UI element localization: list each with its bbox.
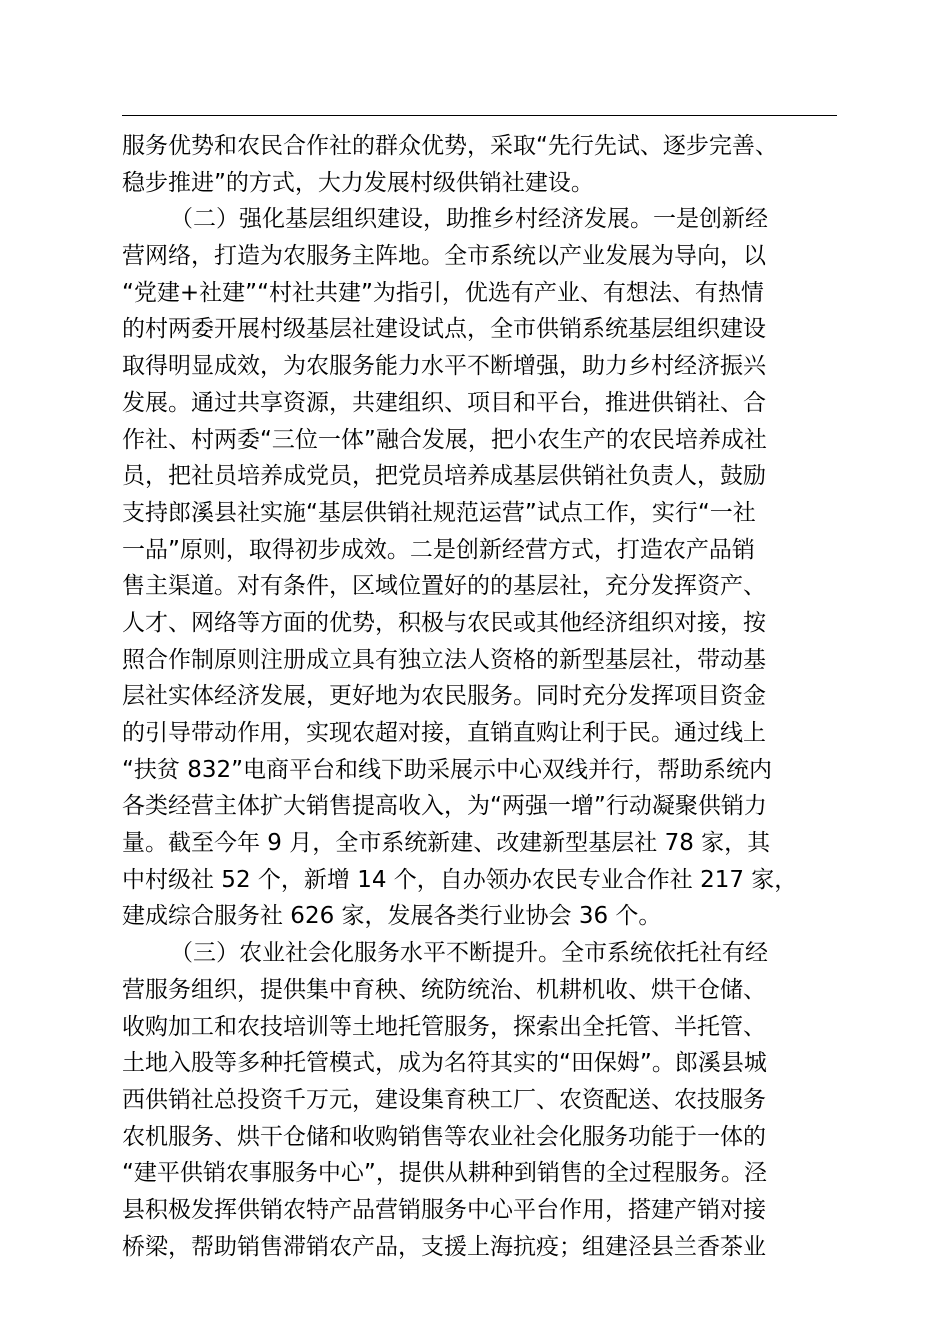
text-line: 农机服务、烘干仓储和收购销售等农业社会化服务功能于一体的 xyxy=(122,1123,766,1150)
text-line: 售主渠道。对有条件，区域位置好的的基层社，充分发挥资产、 xyxy=(122,573,766,600)
text-line: 稳步推进”的方式，大力发展村级供销社建设。 xyxy=(122,169,594,196)
text-line: 一品”原则，取得初步成效。二是创新经营方式，打造农产品销 xyxy=(122,536,755,563)
text-line: 西供销社总投资千万元，建设集育秧工厂、农资配送、农技服务 xyxy=(122,1086,766,1113)
text-line: 层社实体经济发展，更好地为农民服务。同时充分发挥项目资金 xyxy=(122,683,766,710)
text-line: 县积极发挥供销农特产品营销服务中心平台作用，搭建产销对接 xyxy=(122,1196,766,1223)
text-line: 建成综合服务社 626 家，发展各类行业协会 36 个。 xyxy=(122,903,662,930)
text-line: 取得明显成效，为农服务能力水平不断增强，助力乡村经济振兴 xyxy=(122,353,766,380)
text-line: 照合作制原则注册成立具有独立法人资格的新型基层社，带动基 xyxy=(122,646,766,673)
text-line: 的村两委开展村级基层社建设试点，全市供销系统基层组织建设 xyxy=(122,316,766,343)
text-line: 作社、村两委“三位一体”融合发展，把小农生产的农民培养成社 xyxy=(122,426,767,453)
text-line: 人才、网络等方面的优势，积极与农民或其他经济组织对接，按 xyxy=(122,609,766,636)
text-line: 的引导带动作用，实现农超对接，直销直购让利于民。通过线上 xyxy=(122,720,766,746)
text-line: 服务优势和农民合作社的群众优势，采取“先行先试、逐步完善、 xyxy=(122,133,778,159)
body-text xyxy=(122,128,842,1265)
text-line: “建平供销农事服务中心”，提供从耕种到销售的全过程服务。泾 xyxy=(122,1160,767,1187)
text-line: 收购加工和农技培训等土地托管服务，探索出全托管、半托管、 xyxy=(122,1013,766,1040)
section-heading-line: （二）强化基层组织建设，助推乡村经济发展。一是创新经 xyxy=(170,206,768,233)
text-line: 发展。通过共享资源，共建组织、项目和平台，推进供销社、合 xyxy=(122,389,766,416)
text-line: 各类经营主体扩大销售提高收入，为“两强一增”行动凝聚供销力 xyxy=(122,793,767,820)
text-line: “党建+社建”“村社共建”为指引，优选有产业、有想法、有热情 xyxy=(122,279,764,306)
text-line: “扶贫 832”电商平台和线下助采展示中心双线并行，帮助系统内 xyxy=(122,756,773,783)
text-line: 营服务组织，提供集中育秧、统防统治、机耕机收、烘干仓储、 xyxy=(122,976,766,1003)
text-line: 桥梁，帮助销售滞销农产品，支援上海抗疫；组建泾县兰香茶业 xyxy=(122,1233,766,1260)
text-line: 中村级社 52 个，新增 14 个，自办领办农民专业合作社 217 家， xyxy=(122,866,798,893)
text-line: 营网络，打造为农服务主阵地。全市系统以产业发展为导向，以 xyxy=(122,243,766,270)
text-line: 员，把社员培养成党员，把党员培养成基层供销社负责人，鼓励 xyxy=(122,463,766,490)
header-rule xyxy=(122,115,837,116)
text-line: 土地入股等多种托管模式，成为名符其实的“田保姆”。郎溪县城 xyxy=(122,1050,767,1077)
text-line: 支持郎溪县社实施“基层供销社规范运营”试点工作，实行“一社 xyxy=(122,499,756,526)
text-line: 量。截至今年 9 月，全市系统新建、改建新型基层社 78 家，其 xyxy=(122,830,771,857)
section-heading-line: （三）农业社会化服务水平不断提升。全市系统依托社有经 xyxy=(170,940,768,967)
